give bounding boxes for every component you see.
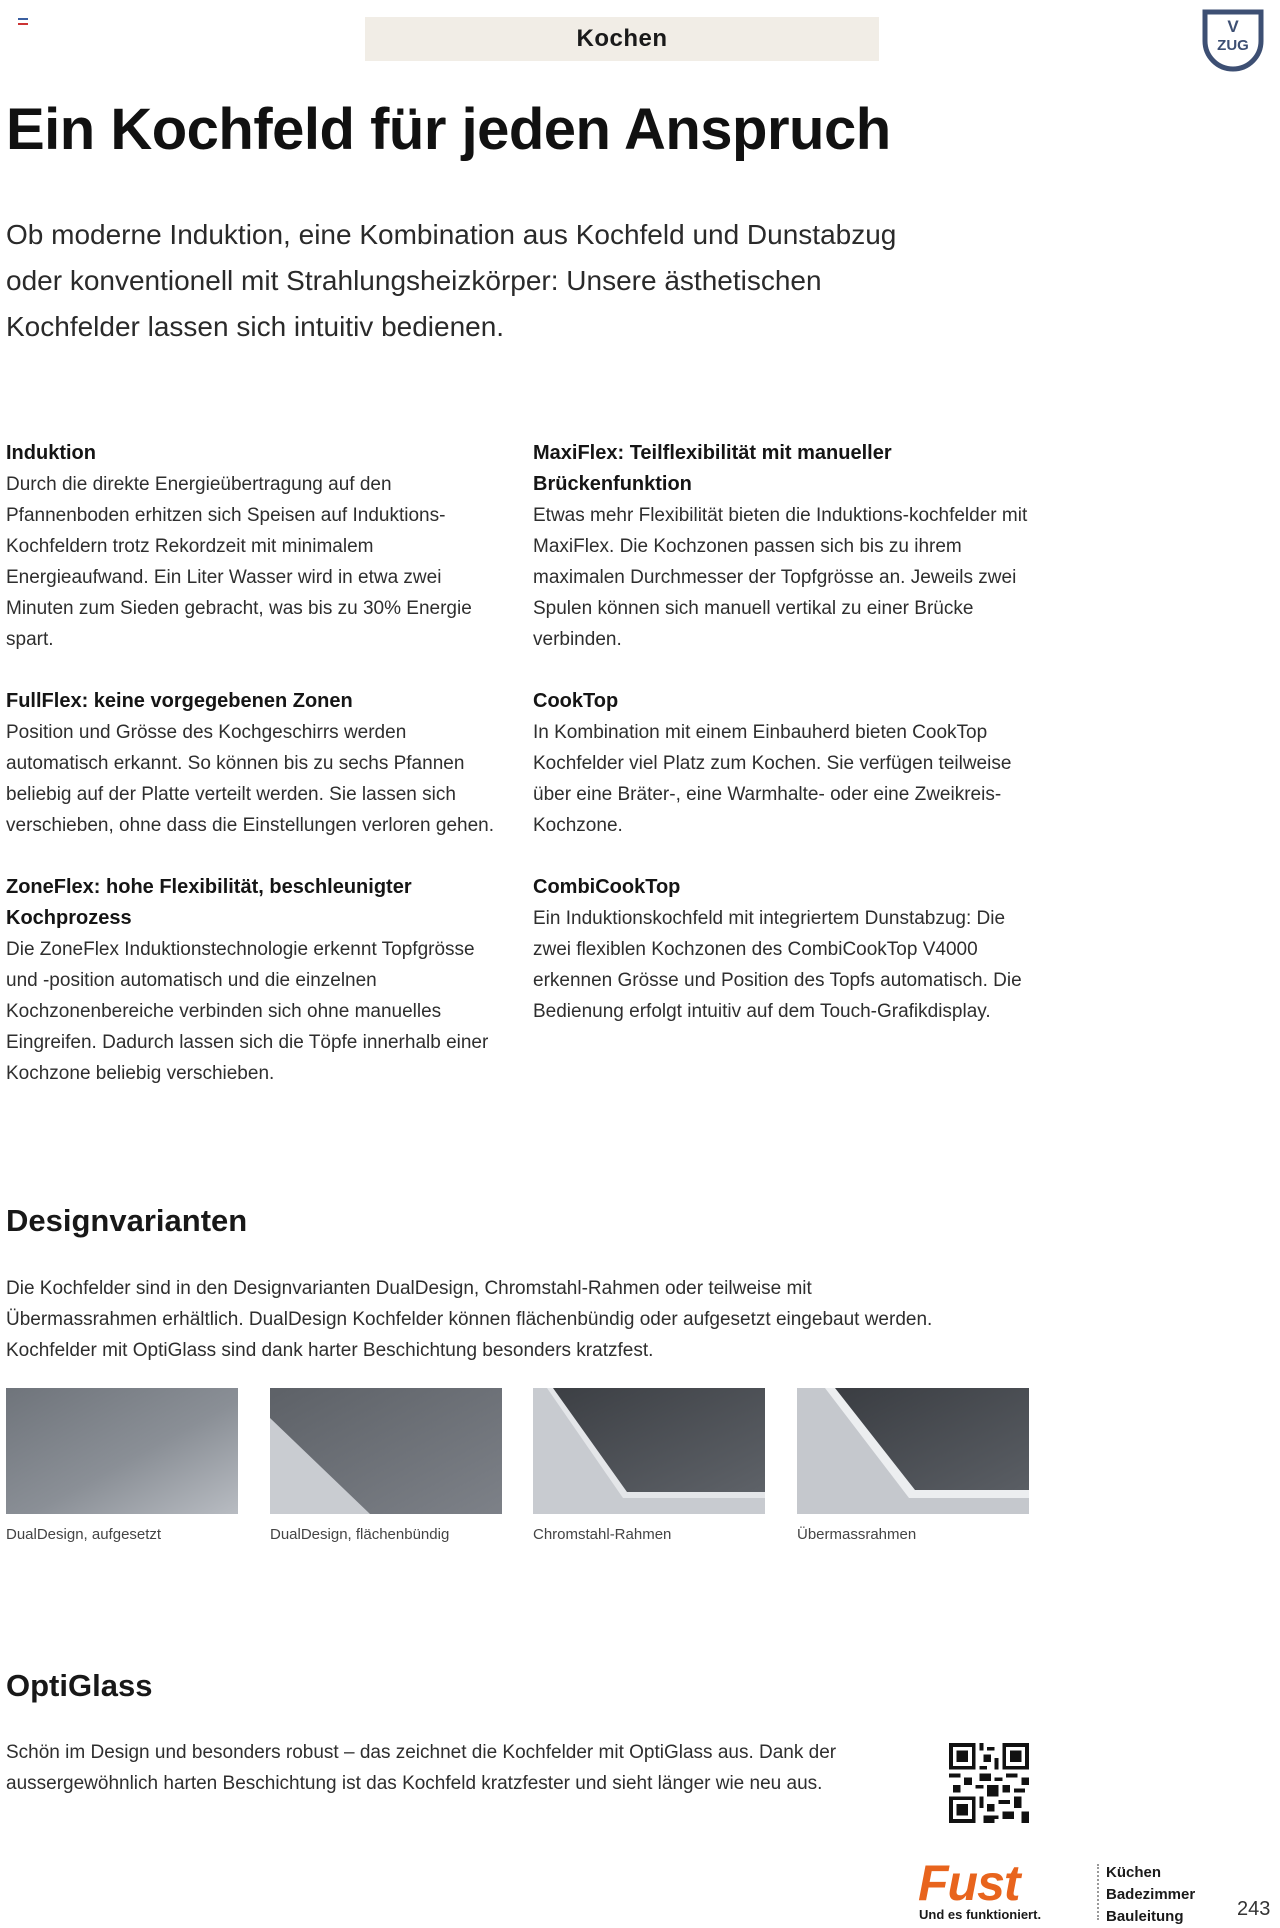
- feature-text: Ein Induktionskochfeld mit integriertem Dunstabzug: Die zwei flexiblen Kochzonen des CombiCookTop V4000 erkennen Grösse und Position des Topfs automatisch. Die Bedienung erfolgt intuitiv auf dem Touch-Grafikdisplay.: [533, 908, 1022, 1022]
- swatch-caption: Chromstahl-Rahmen: [533, 1526, 672, 1543]
- category-label: Kochen: [576, 25, 668, 52]
- page-number: 243: [1237, 1898, 1271, 1920]
- features-right-column: [533, 438, 1033, 1058]
- logo-letter-v: V: [1227, 17, 1239, 36]
- fust-brand: Fust: [918, 1855, 1020, 1911]
- feature-title: FullFlex: keine vorgegebenen Zonen: [6, 690, 353, 712]
- swatch-uebermassrahmen: [797, 1388, 1029, 1514]
- optiglass-section-title: OptiGlass: [6, 1668, 153, 1703]
- swatch-chromstahl-rahmen: [533, 1388, 765, 1514]
- feature-title: Induktion: [6, 442, 96, 464]
- design-section-title: Designvarianten: [6, 1203, 248, 1238]
- qr-code[interactable]: [949, 1743, 1029, 1823]
- design-section-text: Die Kochfelder sind in den Designvarianten DualDesign, Chromstahl-Rahmen oder teilweise mit Übermassrahmen erhältlich. DualDesign Kochfelder können flächenbündig oder aufgesetzt eingebaut werden. Kochfelder mit OptiGlass sind dank harter Beschichtung besonders kratzfest.: [6, 1278, 933, 1361]
- feature-title: CombiCookTop: [533, 876, 681, 898]
- feature-title: MaxiFlex: Teilflexibilität mit manueller Brückenfunktion: [533, 442, 892, 495]
- feature-text: In Kombination mit einem Einbauherd bieten CookTop Kochfelder viel Platz zum Kochen. Sie verfügen teilweise über eine Bräter-, eine Warmhalte- oder eine Zweikreis-Kochzone.: [533, 722, 1012, 836]
- service-item: Küchen: [1106, 1864, 1162, 1881]
- swatch-dualdesign-aufgesetzt: [6, 1388, 238, 1514]
- page-title: Ein Kochfeld für jeden Anspruch: [6, 97, 891, 162]
- fust-tagline: Und es funktioniert.: [919, 1907, 1042, 1922]
- feature-title: CookTop: [533, 690, 619, 712]
- service-item: Badezimmer: [1106, 1886, 1196, 1903]
- feature-text: Position und Grösse des Kochgeschirrs werden automatisch erkannt. So können bis zu sechs Pfannen beliebig auf der Platte verteilt werden. Sie lassen sich verschieben, ohne dass die Einstellungen verloren gehen.: [6, 722, 494, 836]
- menu-icon[interactable]: [18, 18, 28, 25]
- fust-services: [1106, 1862, 1195, 1928]
- service-item: Bauleitung: [1106, 1908, 1184, 1925]
- intro-text: Ob moderne Induktion, eine Kombination aus Kochfeld und Dunstabzug oder konventionell mit Strahlungsheizkörper: Unsere ästhetischen Kochfelder lassen sich intuitiv bedienen.: [6, 219, 897, 342]
- category-banner: [365, 17, 879, 61]
- optiglass-section-text: Schön im Design und besonders robust – das zeichnet die Kochfelder mit OptiGlass aus. Dank der aussergewöhnlich harten Beschichtung ist das Kochfeld kratzfester und sieht länger wie neu aus.: [6, 1742, 837, 1794]
- swatch-caption: Übermassrahmen: [797, 1526, 917, 1543]
- feature-text: Etwas mehr Flexibilität bieten die Induktions-kochfelder mit MaxiFlex. Die Kochzonen passen sich bis zu ihrem maximalen Durchmesser der Topfgrösse an. Jeweils zwei Spulen können sich manuell vertikal zu einer Brücke verbinden.: [533, 505, 1028, 650]
- swatch-caption: DualDesign, aufgesetzt: [6, 1526, 162, 1543]
- feature-text: Die ZoneFlex Induktionstechnologie erkennt Topfgrösse und -position automatisch und die einzelnen Kochzonenbereiche verbinden sich ohne manuelles Eingreifen. Dadurch lassen sich die Töpfe innerhalb einer Kochzone beliebig verschieben.: [6, 939, 489, 1084]
- footer-divider: [1097, 1864, 1099, 1920]
- swatch-dualdesign-flaechenbuendig: [270, 1388, 502, 1514]
- features-left-column: [6, 438, 506, 1120]
- logo-word-zug: ZUG: [1217, 37, 1249, 54]
- feature-text: Durch die direkte Energieübertragung auf den Pfannenboden erhitzen sich Speisen auf Induktions-Kochfeldern trotz Rekordzeit mit minimalem Energieaufwand. Ein Liter Wasser wird in etwa zwei Minuten zum Sieden gebracht, was bis zu 30% Energie spart.: [6, 474, 472, 650]
- swatch-caption: DualDesign, flächenbündig: [270, 1526, 450, 1543]
- fust-logo: [918, 1855, 1094, 1922]
- vzug-logo: [1202, 9, 1264, 73]
- feature-title: ZoneFlex: hohe Flexibilität, beschleunigter Kochprozess: [6, 876, 412, 929]
